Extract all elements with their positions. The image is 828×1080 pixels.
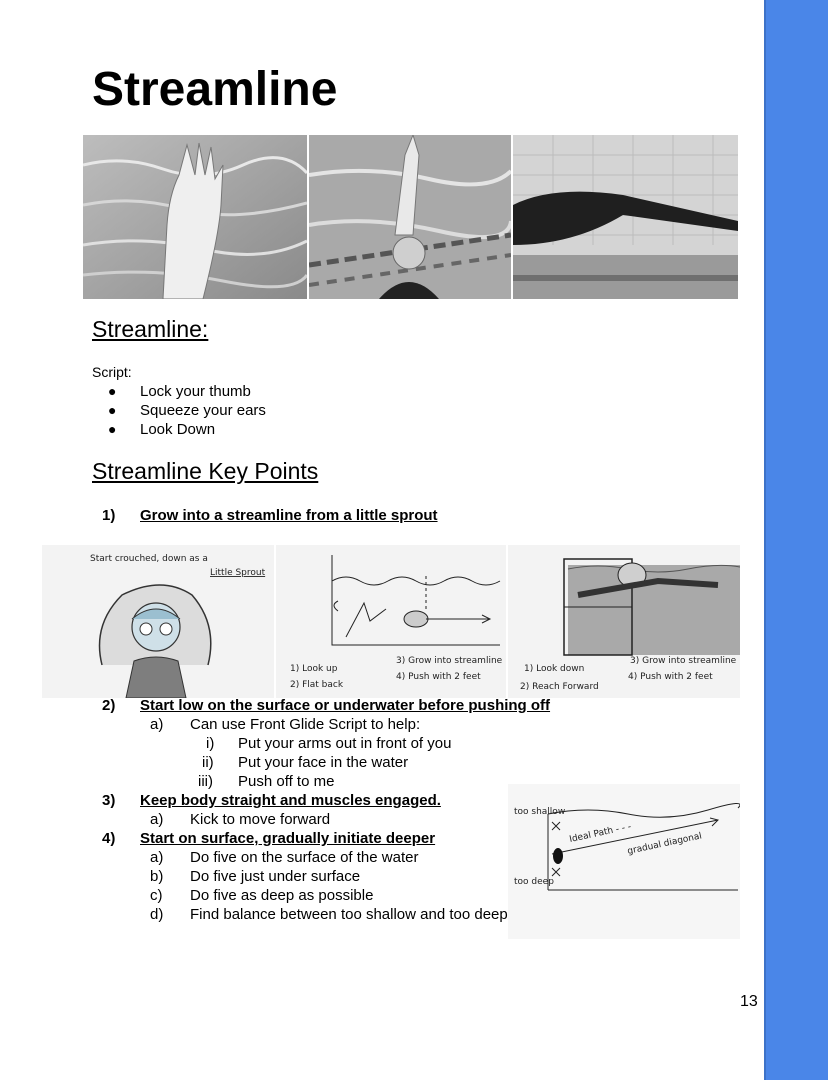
- wall-view-step-4: 4) Push with 2 feet: [628, 672, 713, 682]
- script-bullet-2: Squeeze your ears: [140, 402, 266, 419]
- photo-hand: [83, 135, 307, 299]
- bullet-dot-2: ●: [108, 402, 117, 418]
- point-1-text: Grow into a streamline from a little sprout: [140, 507, 438, 524]
- page-number: 13: [740, 993, 758, 1010]
- label-ideal-path: Ideal Path - - -: [568, 822, 633, 845]
- point-2a-label: a): [150, 716, 164, 733]
- point-2a-ii-label: ii): [202, 754, 214, 771]
- label-too-deep: too deep: [514, 877, 554, 887]
- sprout-caption-1: Start crouched, down as a: [90, 554, 208, 564]
- point-1-number: 1): [102, 507, 116, 524]
- bullet-dot-3: ●: [108, 421, 117, 437]
- section-heading-key-points: Streamline Key Points: [92, 458, 319, 484]
- point-4b-text: Do five just under surface: [190, 868, 361, 885]
- wall-view-step-1: 1) Look down: [524, 664, 585, 674]
- script-label: Script:: [92, 364, 132, 380]
- side-view-step-1: 1) Look up: [290, 664, 338, 674]
- side-accent-bar: [766, 0, 828, 1080]
- sketch-wall-push: [508, 545, 740, 698]
- photo-underwater-glide: [513, 135, 738, 299]
- side-view-step-2: 2) Flat back: [290, 680, 344, 690]
- script-bullet-1: Lock your thumb: [140, 383, 251, 400]
- wall-view-step-2: 2) Reach Forward: [520, 682, 599, 692]
- point-2a-i-label: i): [206, 735, 215, 752]
- point-2a-iii-text: Push off to me: [238, 773, 335, 790]
- point-4d-text: Find balance between too shallow and too deep: [190, 906, 508, 923]
- side-view-step-3: 3) Grow into streamline: [396, 656, 503, 666]
- point-2a-i-text: Put your arms out in front of you: [238, 735, 452, 752]
- point-3-number: 3): [102, 792, 116, 809]
- photo-swimmer-pool: [309, 135, 511, 299]
- point-2a-text: Can use Front Glide Script to help:: [190, 716, 421, 733]
- label-too-shallow: too shallow: [514, 807, 566, 817]
- point-4c-label: c): [150, 887, 163, 904]
- bullet-dot-1: ●: [108, 383, 117, 399]
- wall-view-step-3: 3) Grow into streamline: [630, 656, 737, 666]
- side-view-step-4: 4) Push with 2 feet: [396, 672, 481, 682]
- point-2a-ii-text: Put your face in the water: [238, 754, 409, 771]
- sprout-caption-2: Little Sprout: [210, 568, 266, 578]
- script-bullet-3: Look Down: [140, 421, 216, 438]
- section-heading-streamline: Streamline:: [92, 316, 209, 342]
- sketch-depth-path: [508, 784, 740, 939]
- point-4a-label: a): [150, 849, 164, 866]
- point-2-text: Start low on the surface or underwater before pushing off: [140, 697, 551, 714]
- point-3-text: Keep body straight and muscles engaged.: [140, 792, 441, 809]
- point-3a-label: a): [150, 811, 164, 828]
- point-4b-label: b): [150, 868, 164, 885]
- point-3a-text: Kick to move forward: [190, 811, 331, 828]
- page-title: Streamline: [92, 63, 338, 116]
- point-4a-text: Do five on the surface of the water: [190, 849, 419, 866]
- sketch-little-sprout: [42, 545, 274, 698]
- point-4c-text: Do five as deep as possible: [190, 887, 374, 904]
- sketch-side-view-push: [276, 545, 506, 698]
- point-4-text: Start on surface, gradually initiate deeper: [140, 830, 436, 847]
- point-2-number: 2): [102, 697, 116, 714]
- point-2a-iii-label: iii): [198, 773, 213, 790]
- point-4-number: 4): [102, 830, 116, 847]
- label-gradual-diagonal: gradual diagonal: [626, 831, 703, 857]
- point-4d-label: d): [150, 906, 164, 923]
